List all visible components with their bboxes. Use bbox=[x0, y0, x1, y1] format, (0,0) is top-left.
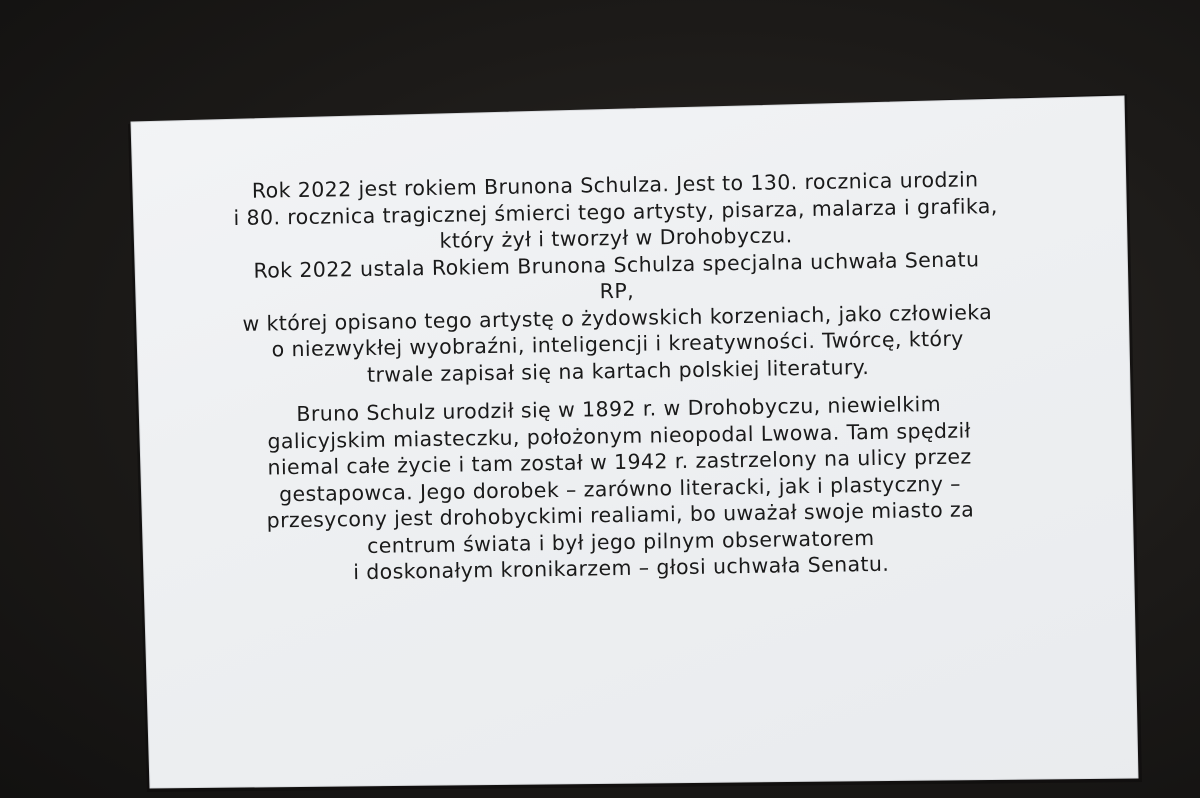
paragraph-1 bbox=[200, 165, 1033, 390]
text-line: w której opisano tego artystę o żydowskich korzeniach, jako człowieka bbox=[242, 299, 993, 336]
text-line: i doskonałym kronikarzem – głosi uchwała Senatu. bbox=[353, 551, 890, 585]
text-line: RP, bbox=[599, 278, 635, 304]
text-line: Bruno Schulz urodził się w 1892 r. w Drohobyczu, niewielkim bbox=[296, 391, 942, 427]
text-line: i 80. rocznica tragicznej śmierci tego artysty, pisarza, malarza i grafika, bbox=[233, 193, 998, 230]
text-line: niemal całe życie i tam został w 1942 r. zastrzelony na ulicy przez bbox=[267, 444, 972, 480]
card-text bbox=[200, 165, 1036, 587]
text-line: Rok 2022 ustala Rokiem Brunona Schulza specjalna uchwała Senatu bbox=[253, 246, 980, 283]
text-line: który żył i tworzył w Drohobyczu. bbox=[439, 223, 793, 253]
text-line: przesycony jest drohobyckimi realiami, bo uważał swoje miasto za bbox=[266, 497, 975, 533]
text-line: centrum świata i był jego pilnym obserwatorem bbox=[366, 525, 875, 558]
text-line: Rok 2022 jest rokiem Brunona Schulza. Jest to 130. rocznica urodzin bbox=[251, 167, 979, 203]
text-line: trwale zapisał się na kartach polskiej literatury. bbox=[366, 354, 870, 387]
text-line: galicyjskim miasteczku, położonym nieopodal Lwowa. Tam spędził bbox=[267, 417, 971, 453]
text-line: o niezwykłej wyobraźni, inteligencji i kreatywności. Twórcę, który bbox=[271, 326, 964, 362]
paragraph-2 bbox=[204, 389, 1037, 588]
text-line: gestapowca. Jego dorobek – zarówno literacki, jak i plastyczny – bbox=[278, 471, 961, 506]
